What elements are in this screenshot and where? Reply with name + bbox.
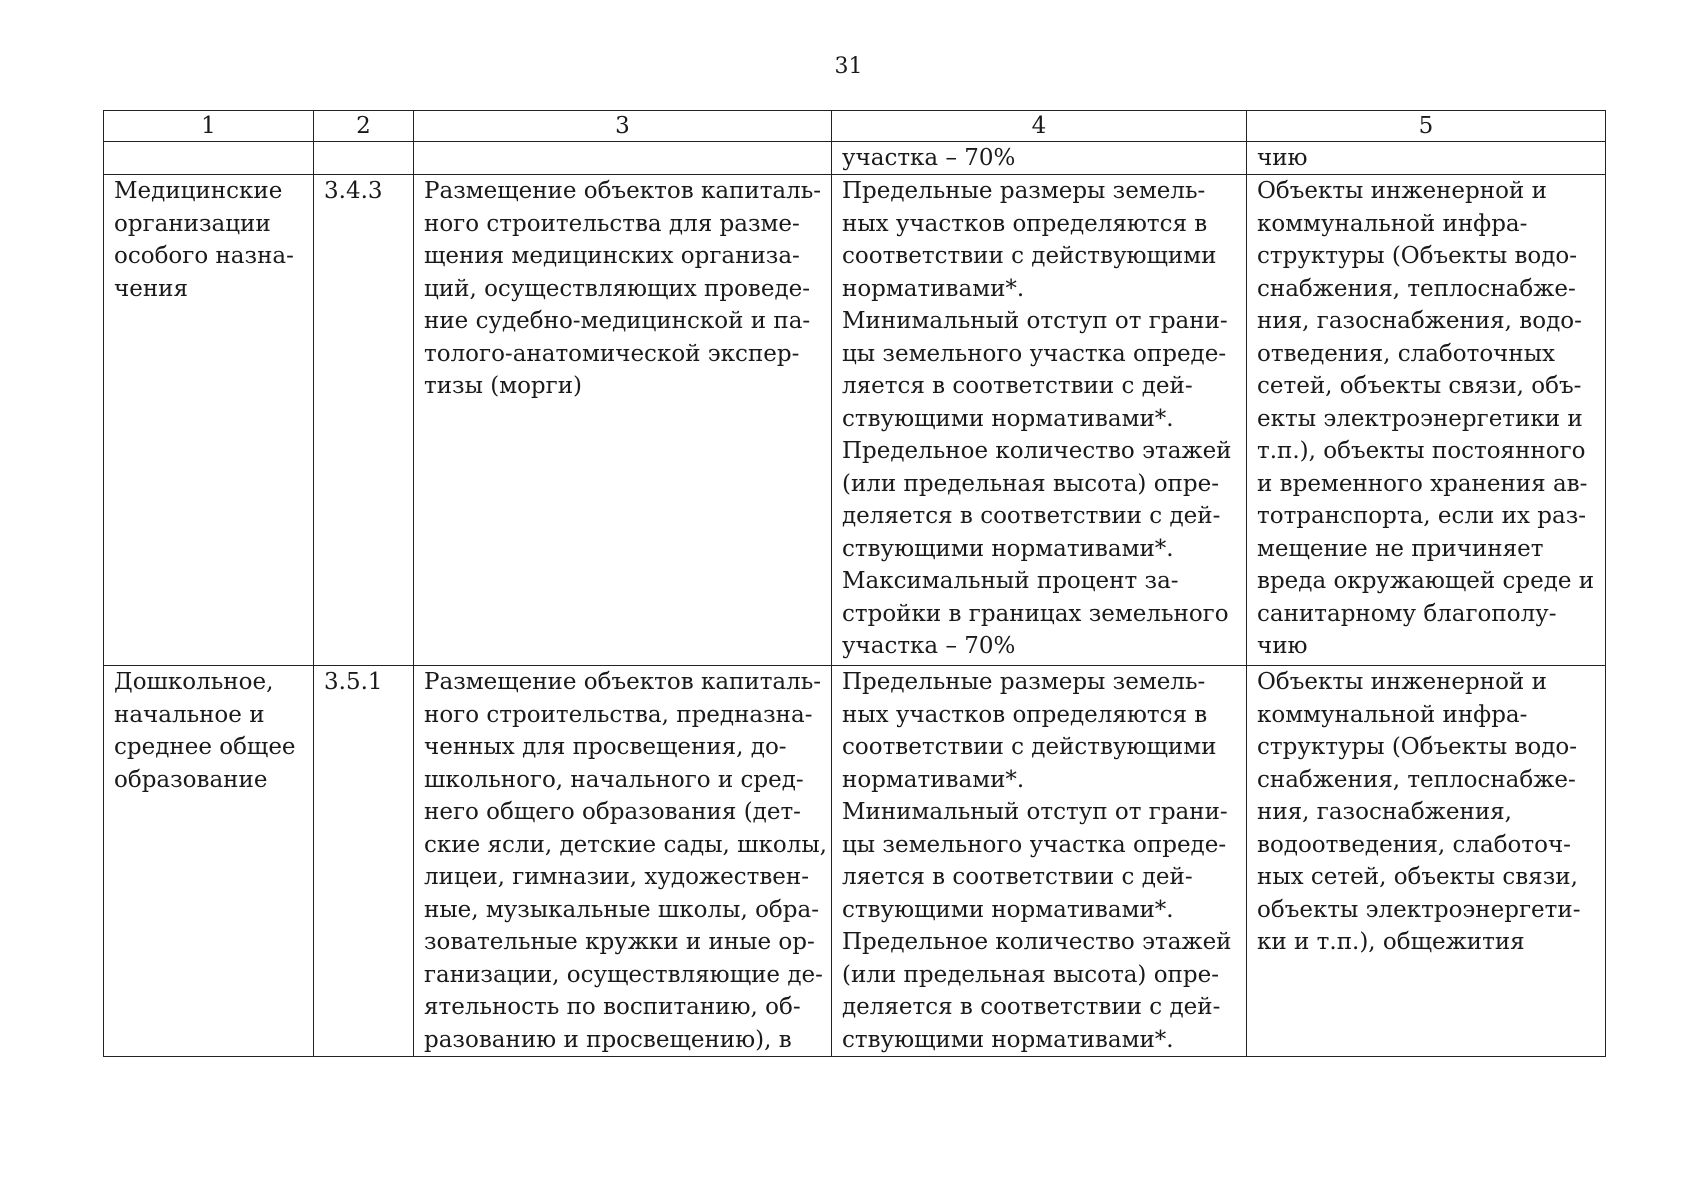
text-line: ствующими нормативами*. [842,1026,1174,1053]
text-line: чию [1257,633,1308,659]
column-header-2: 2 [314,111,414,142]
land-use-name-cell [104,175,314,666]
text-line: Минимальный отступ от грани- [842,799,1228,825]
text-line: сетей, объекты связи, объ- [1257,373,1582,399]
continuation-cell-2 [314,142,414,175]
text-line: структуры (Объекты водо- [1257,243,1578,269]
text-line: ния, газоснабжения, [1257,799,1512,825]
header-row [104,111,1606,142]
text-line: Предельное количество этажей [842,929,1232,955]
text-line: вреда окружающей среде и [1257,568,1595,594]
text-line: нормативами*. [842,275,1025,302]
text-line: структуры (Объекты водо- [1257,734,1578,760]
text-line: него общего образования (дет- [424,799,801,825]
text-line: тизы (морги) [424,373,583,399]
text-line: Минимальный отступ от грани- [842,308,1228,334]
text-line: начальное и [114,701,265,728]
auxiliary-uses-cell [1247,175,1606,666]
parameters-cell [832,666,1247,1057]
text-line: ных участков определяются в [842,210,1208,237]
text-line: школьного, начального и сред- [424,766,804,793]
text-line: разованию и просвещению), в [424,1026,792,1053]
text-line: водоотведения, слаботоч- [1257,831,1571,858]
continuation-row [104,142,1606,175]
text-line: Предельные размеры земель- [842,669,1206,695]
text-line: толого-анатомической экспер- [424,340,800,367]
land-use-name-cell [104,666,314,1057]
text-line: организации [114,210,271,237]
text-line: коммунальной инфра- [1257,701,1528,728]
text-line: ствующими нормативами*. [842,896,1174,923]
text-line: коммунальной инфра- [1257,210,1528,237]
text-line: ляется в соответствии с дей- [842,373,1193,399]
text-line: отведения, слаботочных [1257,340,1555,367]
text-line: т.п.), объекты постоянного [1257,438,1586,464]
text-line: санитарному благополу- [1257,600,1557,627]
text-line: снабжения, теплоснабже- [1257,275,1576,302]
column-header-5: 5 [1247,111,1606,142]
text-line: мещение не причиняет [1257,535,1544,562]
table-row [104,175,1606,666]
text-line: ятельность по воспитанию, об- [424,994,801,1020]
continuation-cell-5: чию [1247,142,1606,175]
land-use-code-cell: 3.4.3 [314,175,414,666]
column-header-1: 1 [104,111,314,142]
text-line: соответствии с действующими [842,243,1217,269]
text-line: екты электроэнергетики и [1257,405,1583,432]
text-line: ки и т.п.), общежития [1257,929,1525,955]
text-line: Максимальный процент за- [842,568,1179,594]
text-line: ные, музыкальные школы, обра- [424,896,819,923]
text-line: особого назна- [114,243,294,269]
text-line: (или предельная высота) опре- [842,470,1219,497]
continuation-cell-3 [414,142,832,175]
text-line: ного строительства, предназна- [424,701,813,728]
text-line: ствующими нормативами*. [842,535,1174,562]
text-line: Размещение объектов капиталь- [424,669,822,695]
text-line: участка – 70% [842,633,1016,659]
text-line: ние судебно-медицинской и па- [424,308,811,334]
table-row [104,666,1606,1057]
column-header-3: 3 [414,111,832,142]
continuation-cell-1 [104,142,314,175]
text-line: тотранспорта, если их раз- [1257,503,1587,529]
text-line: ляется в соответствии с дей- [842,864,1193,890]
text-line: Дошкольное, [114,669,274,695]
text-line: чения [114,275,188,302]
auxiliary-uses-cell [1247,666,1606,1057]
land-use-description-cell [414,666,832,1057]
text-line: соответствии с действующими [842,734,1217,760]
parameters-cell [832,175,1247,666]
land-use-code-cell: 3.5.1 [314,666,414,1057]
text-line: лицеи, гимназии, художествен- [424,864,809,890]
zoning-table [103,110,1606,1057]
text-line: Медицинские [114,178,283,204]
text-line: Предельное количество этажей [842,438,1232,464]
text-line: Размещение объектов капиталь- [424,178,822,204]
text-line: деляется в соответствии с дей- [842,994,1221,1020]
text-line: (или предельная высота) опре- [842,961,1219,988]
text-line: зовательные кружки и иные ор- [424,929,815,955]
text-line: ские ясли, детские сады, школы, [424,831,827,858]
text-line: цы земельного участка опреде- [842,340,1227,367]
text-line: снабжения, теплоснабже- [1257,766,1576,793]
text-line: среднее общее [114,734,296,760]
text-line: Объекты инженерной и [1257,178,1547,204]
text-line: деляется в соответствии с дей- [842,503,1221,529]
column-header-4: 4 [832,111,1247,142]
text-line: щения медицинских организа- [424,243,800,269]
text-line: образование [114,766,268,793]
text-line: стройки в границах земельного [842,600,1229,627]
text-line: и временного хранения ав- [1257,470,1588,497]
text-line: Объекты инженерной и [1257,669,1547,695]
text-line: объекты электроэнергети- [1257,896,1581,923]
text-line: ного строительства для разме- [424,210,800,237]
text-line: ных участков определяются в [842,701,1208,728]
text-line: ствующими нормативами*. [842,405,1174,432]
text-line: ных сетей, объекты связи, [1257,864,1578,890]
text-line: ций, осуществляющих проведе- [424,275,811,302]
land-use-description-cell [414,175,832,666]
text-line: ганизации, осуществляющие де- [424,961,823,988]
text-line: ченных для просвещения, до- [424,734,787,760]
text-line: ния, газоснабжения, водо- [1257,308,1582,334]
text-line: Предельные размеры земель- [842,178,1206,204]
text-line: цы земельного участка опреде- [842,831,1227,858]
text-line: нормативами*. [842,766,1025,793]
continuation-cell-4: участка – 70% [832,142,1247,175]
page-number: 31 [834,54,863,79]
